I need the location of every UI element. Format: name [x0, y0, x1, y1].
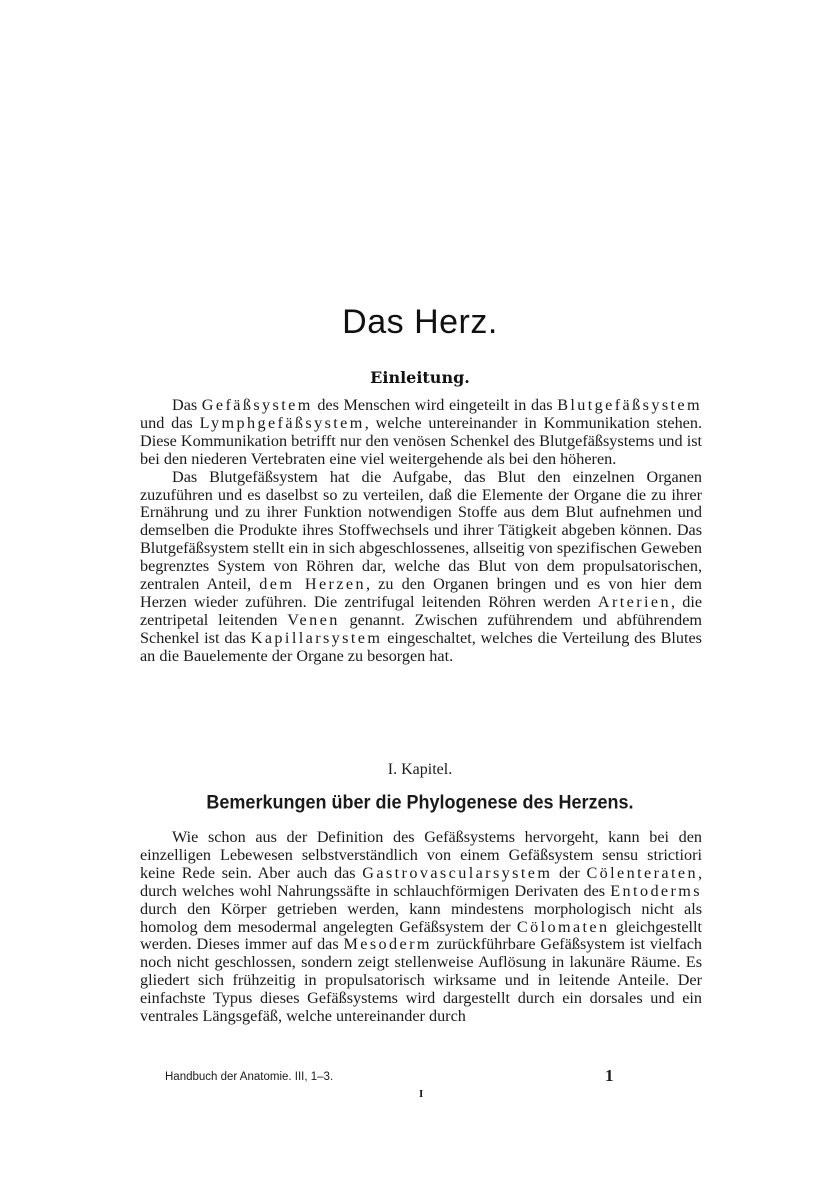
text-run: , zu den Organen bringen und es von hier dem Herzen wieder zuführen. Die zentrifugal leitenden Röhren werden — [140, 575, 702, 611]
text-run: des Menschen wird eingeteilt in das — [312, 396, 558, 414]
spaced-term: Kapillarsystem — [250, 628, 383, 647]
footer-source: Handbuch der Anatomie. III, 1–3. — [165, 1071, 334, 1083]
spaced-term: Arterien — [597, 592, 671, 611]
section-heading: Einleitung. — [370, 368, 470, 387]
chapter-paragraph-1 — [140, 829, 702, 1026]
text-run: , welche untereinander in Kommunikation stehen. Diese Kommunikation betrifft nur den venösen Schenkel des Blutgefäßsystems und ist bei den niederen Vertebraten eine viel weitergehende als bei den höheren. — [140, 413, 702, 468]
spaced-term: Gastrovascularsystem — [362, 863, 553, 882]
spaced-term: Mesoderm — [343, 935, 432, 954]
page-title: Das Herz. — [342, 303, 498, 341]
signature-mark: I — [419, 1088, 424, 1100]
text-run: Das — [172, 396, 202, 414]
text-run: , durch welches wohl Nahrungssäfte in schlauchförmigen Derivaten des — [140, 863, 702, 900]
text-run: genannt. Zwischen zuführendem und abführendem Schenkel ist das — [140, 610, 703, 647]
text-run: Das Blutgefäßsystem hat die Aufgabe, das Blut den einzelnen Organen zuzuführen und es daselbst so zu verteilen, daß die Elemente der Organe die zu ihrer Ernährung und zu ihrer Funktion notwendigen Stoffe aus dem Blut aufnehmen und demselben die Produkte ihres Stoffwechsels und ihrer Tätigkeit abgeben können. Das Blutgefäßsystem stellt ein in sich abgeschlossenes, allseitig von spezifischen Geweben begrenztes System von Röhren dar, welche das Blut von dem propulsatorischen, zentralen Anteil, — [140, 467, 702, 594]
intro-paragraph-2 — [140, 469, 702, 666]
text-run: Wie schon aus der Definition des Gefäßsystems hervorgeht, kann bei den einzelligen Lebewesen selbstverständlich von einem Gefäßsystem sensu strictiori keine Rede sein. Aber auch das — [140, 828, 702, 882]
spaced-term: Entoderms — [610, 881, 702, 900]
chapter-number: I. Kapitel. — [387, 761, 453, 778]
intro-paragraph-1 — [140, 397, 702, 469]
text-run: und das — [140, 413, 200, 432]
text-run: , die zentripetal leitenden — [140, 592, 702, 629]
spaced-term: Gefäßsystem — [201, 396, 313, 414]
spaced-term: Lymphgefäßsystem — [199, 413, 365, 432]
spaced-term: Blutgefäßsystem — [557, 396, 702, 414]
spaced-term: Cölenteraten — [586, 863, 698, 882]
text-run: der — [552, 863, 587, 882]
text-run: gleichgestellt werden. Dieses immer auf das — [140, 917, 702, 954]
spaced-term: Cölomaten — [516, 917, 610, 936]
intro-text — [140, 397, 702, 666]
page-number: 1 — [605, 1066, 614, 1085]
spaced-term: Venen — [287, 610, 340, 629]
chapter-title: Bemerkungen über die Phylogenese des Herzens. — [206, 791, 634, 813]
spaced-term: dem Herzen — [259, 575, 366, 594]
chapter-text — [140, 829, 702, 1026]
text-run: zurückführbare Gefäßsystem ist vielfach noch nicht geschlossen, sondern zeigt stellenweise Auflösung in lakunäre Räume. Es gliedert sich frühzeitig in propulsatorisch wirksame und in leitende Anteile. Der einfachste Typus dieses Gefäßsystems wird dargestellt durch ein dorsales und ein ventrales Längsgefäß, welche untereinander durch — [140, 935, 703, 1026]
text-run: eingeschaltet, welches die Verteilung des Blutes an die Bauelemente der Organe zu besorgen hat. — [140, 628, 702, 665]
text-run: durch den Körper getrieben werden, kann mindestens morphologisch nicht als homolog dem mesodermal angelegten Gefäßsystem der — [140, 899, 702, 936]
